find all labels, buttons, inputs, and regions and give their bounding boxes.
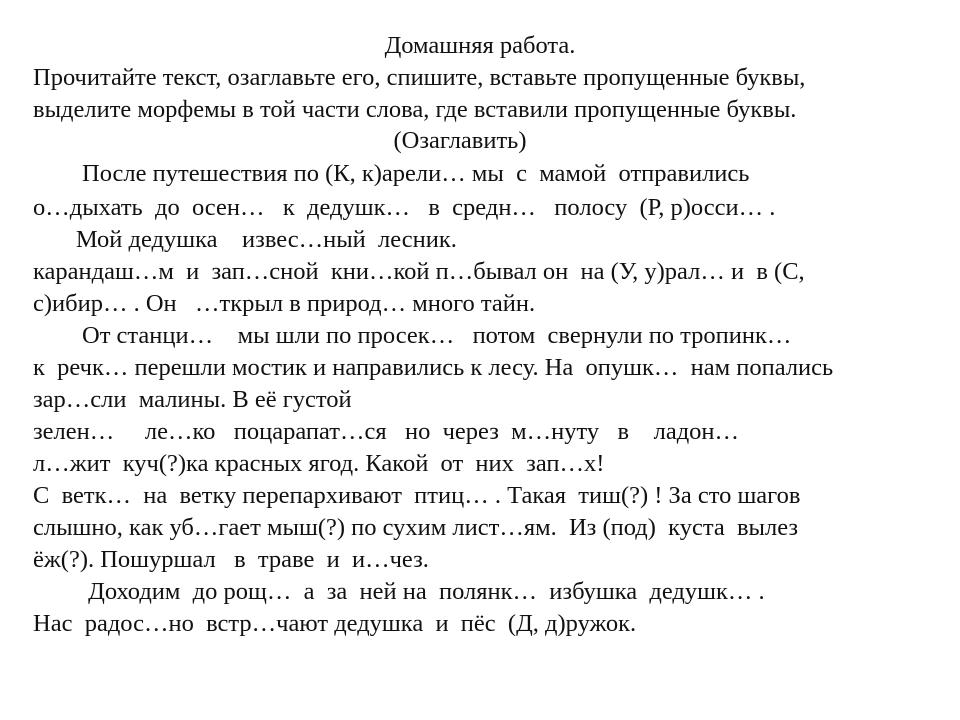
text-line-9: зелен… ле…ко поцарапат…ся но через м…нуту в ладон…: [33, 418, 740, 445]
text-line-12: слышно, как уб…гает мыш(?) по сухим лист…ям. Из (под) куста вылез: [33, 514, 799, 541]
text-line-4: карандаш…м и зап…сной кни…кой п…бывал он на (У, у)рал… и в (С,: [33, 258, 805, 285]
document-title: Домашняя работа.: [384, 32, 576, 59]
text-line-14: Доходим до рощ… а за ней на полянк… избушка дедушк… .: [33, 578, 765, 605]
instruction-line-2: выделите морфемы в той части слова, где вставили пропущенные буквы.: [33, 96, 797, 123]
text-line-1: После путешествия по (К, к)арели… мы с мамой отправились: [33, 160, 750, 187]
text-line-2: о…дыхать до осен… к дедушк… в средн… полосу (Р, р)осси… .: [33, 194, 776, 221]
text-line-13: ёж(?). Пошуршал в траве и и…чез.: [33, 546, 429, 573]
instruction-line-1: Прочитайте текст, озаглавьте его, спишите, вставьте пропущенные буквы,: [33, 64, 806, 91]
text-line-11: С ветк… на ветку перепархивают птиц… . Такая тиш(?) ! За сто шагов: [33, 482, 801, 509]
text-line-3: Мой дедушка извес…ный лесник.: [33, 226, 457, 253]
text-line-5: с)ибир… . Он …ткрыл в природ… много тайн.: [33, 290, 536, 317]
text-line-15: Нас радос…но встр…чают дедушка и пёс (Д, д)ружок.: [33, 610, 637, 637]
text-heading: (Озаглавить): [393, 127, 527, 154]
text-line-10: л…жит куч(?)ка красных ягод. Какой от них зап…х!: [33, 450, 605, 477]
text-line-7: к речк… перешли мостик и направились к лесу. На опушк… нам попались: [33, 354, 834, 381]
text-line-8: зар…сли малины. В её густой: [33, 386, 352, 413]
text-line-6: От станци… мы шли по просек… потом свернули по тропинк…: [33, 322, 792, 349]
